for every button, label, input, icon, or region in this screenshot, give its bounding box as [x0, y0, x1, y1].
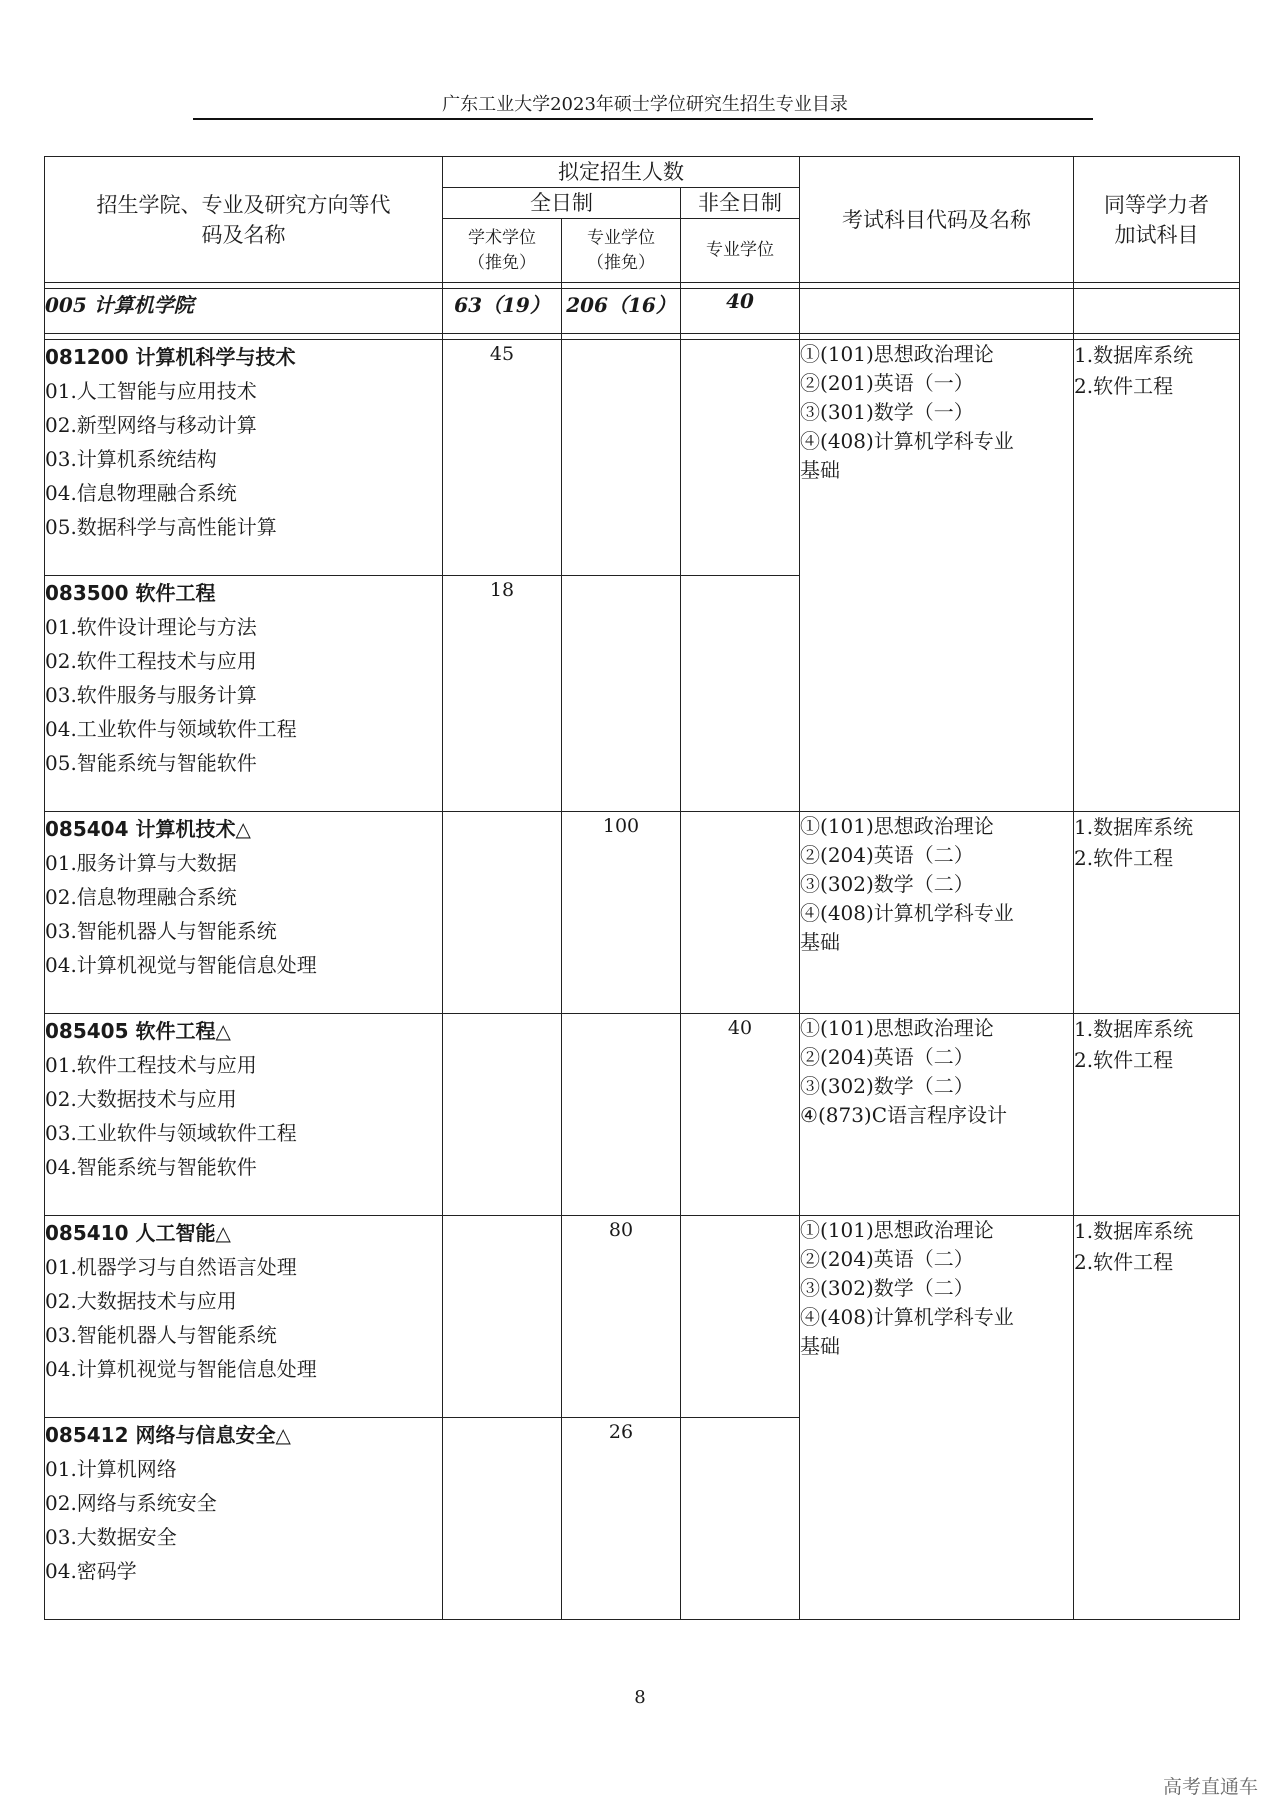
research-direction: 02.大数据技术与应用: [45, 1087, 237, 1111]
research-direction: 04.计算机视觉与智能信息处理: [45, 953, 317, 977]
research-direction: 03.大数据安全: [45, 1525, 177, 1549]
admissions-catalog-table: [44, 156, 1240, 1620]
quota-parttime: [681, 576, 800, 812]
quota-parttime: [681, 1216, 800, 1418]
header-parttime: 非全日制: [681, 188, 800, 219]
quota-professional: 100: [562, 812, 681, 1014]
major-cell: [45, 1216, 443, 1418]
header-academic: 学术学位（推免）: [443, 219, 562, 283]
research-direction: 02.新型网络与移动计算: [45, 413, 257, 437]
research-direction: 05.数据科学与高性能计算: [45, 515, 277, 539]
exam-subject-line: ①(101)思想政治理论: [800, 1218, 994, 1242]
major-title: 083500 软件工程: [45, 581, 216, 605]
major-title: 081200 计算机科学与技术: [45, 345, 296, 369]
major-cell: [45, 812, 443, 1014]
header-extra: 同等学力者加试科目: [1074, 157, 1240, 283]
research-direction: 03.智能机器人与智能系统: [45, 919, 277, 943]
quota-academic: 18: [443, 576, 562, 812]
extra-subject-line: 1.数据库系统: [1074, 1219, 1194, 1243]
exam-subject-line: ④(408)计算机学科专业: [800, 901, 1014, 925]
research-direction: 02.网络与系统安全: [45, 1491, 217, 1515]
quota-parttime: 40: [681, 1014, 800, 1216]
research-direction: 02.软件工程技术与应用: [45, 649, 257, 673]
major-title: 085410 人工智能△: [45, 1221, 231, 1245]
research-direction: 01.软件设计理论与方法: [45, 615, 257, 639]
page-title: 广东工业大学2023年硕士学位研究生招生专业目录: [442, 94, 848, 115]
quota-parttime: [681, 812, 800, 1014]
research-direction: 05.智能系统与智能软件: [45, 751, 257, 775]
exam-subject-line: 基础: [800, 930, 841, 954]
header-exam: 考试科目代码及名称: [800, 157, 1074, 283]
quota-parttime: [681, 1418, 800, 1620]
major-row: [45, 1216, 1240, 1418]
exam-subject-line: ②(201)英语（一）: [800, 371, 974, 395]
research-direction: 04.智能系统与智能软件: [45, 1155, 257, 1179]
exam-subject-line: ②(204)英语（二）: [800, 843, 974, 867]
exam-subject-line: ①(101)思想政治理论: [800, 342, 994, 366]
exam-subjects: [800, 1216, 1074, 1620]
exam-subject-line: 基础: [800, 458, 841, 482]
quota-professional: 80: [562, 1216, 681, 1418]
research-direction: 03.软件服务与服务计算: [45, 683, 257, 707]
college-professional: 206（16）: [562, 289, 681, 334]
major-row: [45, 812, 1240, 1014]
header-pt-professional: 专业学位: [681, 219, 800, 283]
quota-professional: [562, 576, 681, 812]
college-academic: 63（19）: [443, 289, 562, 334]
exam-subjects: [800, 1014, 1074, 1216]
quota-academic: [443, 1418, 562, 1620]
page-number: 8: [634, 1687, 646, 1708]
major-cell: [45, 340, 443, 576]
quota-parttime: [681, 340, 800, 576]
research-direction: 02.大数据技术与应用: [45, 1289, 237, 1313]
major-title: 085404 计算机技术△: [45, 817, 251, 841]
extra-subjects: [1074, 1216, 1240, 1620]
quota-professional: [562, 1014, 681, 1216]
extra-subject-line: 2.软件工程: [1074, 846, 1174, 870]
exam-subject-line: ④(408)计算机学科专业: [800, 429, 1014, 453]
extra-subject-line: 2.软件工程: [1074, 1250, 1174, 1274]
header-fulltime: 全日制: [443, 188, 681, 219]
exam-subject-line: ④(873)C语言程序设计: [800, 1103, 1008, 1127]
research-direction: 03.智能机器人与智能系统: [45, 1323, 277, 1347]
header-quota: 拟定招生人数: [443, 157, 800, 188]
quota-academic: [443, 812, 562, 1014]
extra-subject-line: 2.软件工程: [1074, 1048, 1174, 1072]
research-direction: 01.机器学习与自然语言处理: [45, 1255, 297, 1279]
exam-subject-line: ③(302)数学（二）: [800, 1276, 974, 1300]
quota-academic: [443, 1216, 562, 1418]
quota-academic: 45: [443, 340, 562, 576]
extra-subject-line: 1.数据库系统: [1074, 1017, 1194, 1041]
college-parttime: 40: [681, 289, 800, 334]
extra-subject-line: 1.数据库系统: [1074, 815, 1194, 839]
research-direction: 04.密码学: [45, 1559, 137, 1583]
college-extra-empty: [1074, 289, 1240, 334]
exam-subject-line: ③(302)数学（二）: [800, 872, 974, 896]
exam-subject-line: ①(101)思想政治理论: [800, 814, 994, 838]
major-row: [45, 1014, 1240, 1216]
research-direction: 01.服务计算与大数据: [45, 851, 237, 875]
header-professional: 专业学位（推免）: [562, 219, 681, 283]
exam-subjects: [800, 812, 1074, 1014]
college-name: 005 计算机学院: [45, 289, 443, 334]
research-direction: 01.人工智能与应用技术: [45, 379, 257, 403]
extra-subjects: [1074, 812, 1240, 1014]
college-exam-empty: [800, 289, 1074, 334]
exam-subject-line: ③(302)数学（二）: [800, 1074, 974, 1098]
research-direction: 04.计算机视觉与智能信息处理: [45, 1357, 317, 1381]
research-direction: 04.工业软件与领域软件工程: [45, 717, 297, 741]
research-direction: 04.信息物理融合系统: [45, 481, 237, 505]
major-title: 085405 软件工程△: [45, 1019, 231, 1043]
title-divider: [193, 118, 1093, 120]
research-direction: 03.计算机系统结构: [45, 447, 217, 471]
research-direction: 02.信息物理融合系统: [45, 885, 237, 909]
research-direction: 01.计算机网络: [45, 1457, 177, 1481]
research-direction: 01.软件工程技术与应用: [45, 1053, 257, 1077]
major-cell: [45, 576, 443, 812]
college-row: [45, 289, 1240, 334]
extra-subject-line: 2.软件工程: [1074, 374, 1174, 398]
exam-subject-line: ③(301)数学（一）: [800, 400, 974, 424]
exam-subject-line: 基础: [800, 1334, 841, 1358]
research-direction: 03.工业软件与领域软件工程: [45, 1121, 297, 1145]
header-major: 招生学院、专业及研究方向等代码及名称: [45, 157, 443, 283]
major-row: [45, 340, 1240, 576]
exam-subject-line: ②(204)英语（二）: [800, 1247, 974, 1271]
extra-subject-line: 1.数据库系统: [1074, 343, 1194, 367]
major-cell: [45, 1418, 443, 1620]
exam-subject-line: ②(204)英语（二）: [800, 1045, 974, 1069]
exam-subject-line: ①(101)思想政治理论: [800, 1016, 994, 1040]
major-title: 085412 网络与信息安全△: [45, 1423, 291, 1447]
extra-subjects: [1074, 340, 1240, 812]
quota-professional: [562, 340, 681, 576]
exam-subject-line: ④(408)计算机学科专业: [800, 1305, 1014, 1329]
quota-academic: [443, 1014, 562, 1216]
major-cell: [45, 1014, 443, 1216]
watermark: 高考直通车: [1162, 1776, 1258, 1798]
quota-professional: 26: [562, 1418, 681, 1620]
exam-subjects: [800, 340, 1074, 812]
extra-subjects: [1074, 1014, 1240, 1216]
